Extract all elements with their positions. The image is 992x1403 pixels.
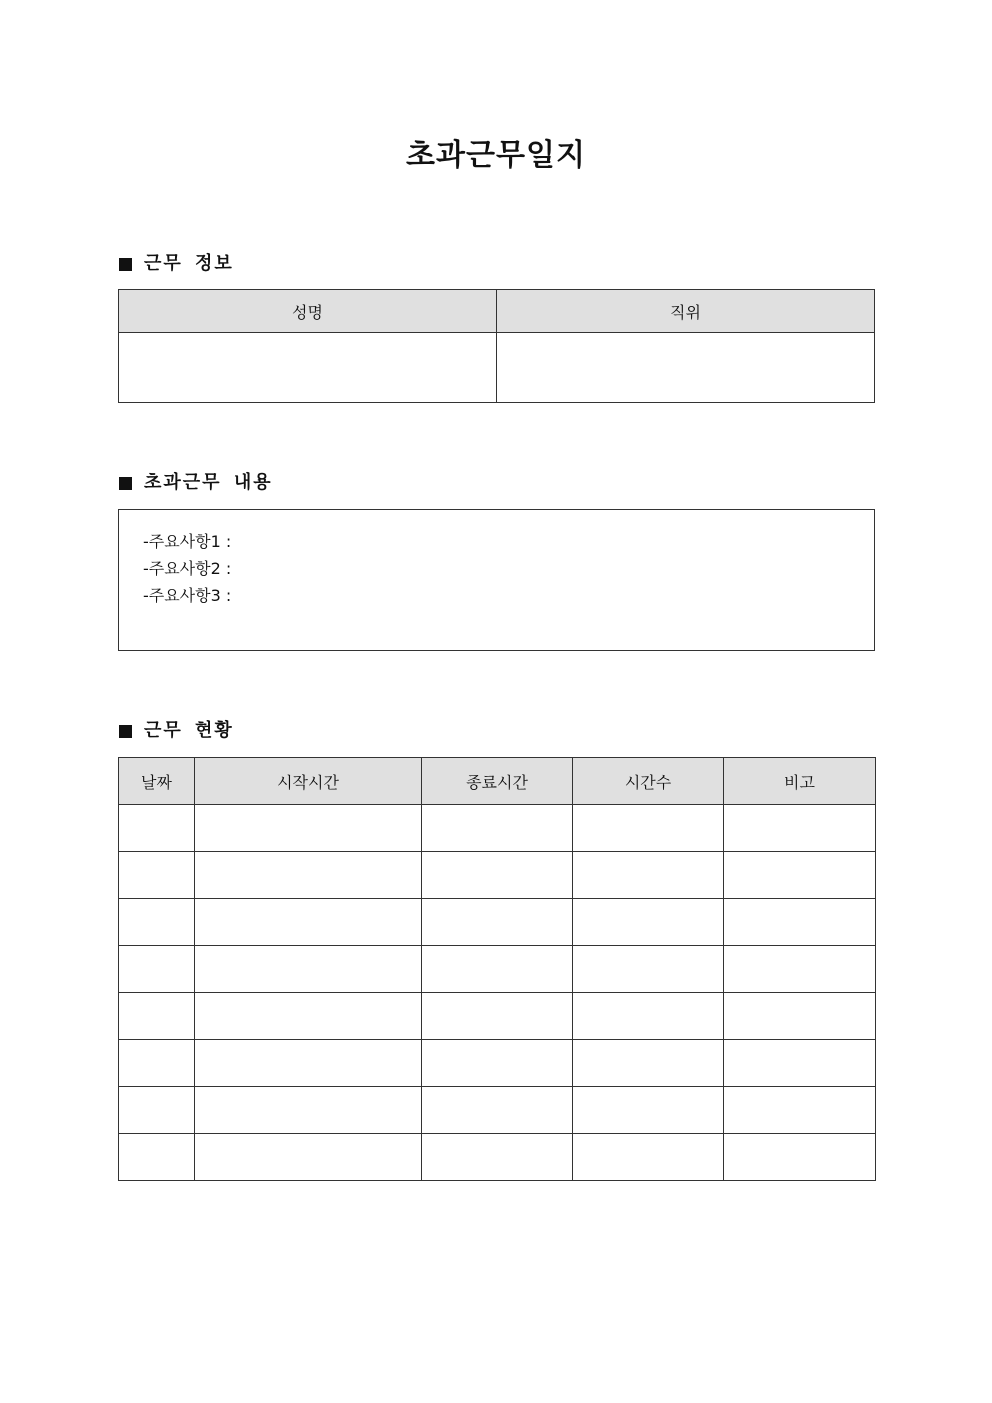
- key-items-list: [119, 510, 874, 609]
- section-heading-status: [119, 719, 234, 743]
- remarks-cell[interactable]: [724, 993, 876, 1040]
- section-heading-info: [119, 252, 234, 276]
- end-time-cell[interactable]: [422, 946, 573, 993]
- table-header-row: [119, 758, 876, 805]
- remarks-cell[interactable]: [724, 1040, 876, 1087]
- start-time-cell[interactable]: [195, 805, 422, 852]
- date-cell[interactable]: [119, 1134, 195, 1181]
- list-item: -주요사항2 :: [143, 559, 232, 578]
- table-row: [119, 805, 876, 852]
- remarks-cell[interactable]: [724, 946, 876, 993]
- remarks-cell[interactable]: [724, 805, 876, 852]
- status-table-body: [119, 805, 876, 1181]
- table-row: [119, 852, 876, 899]
- date-cell[interactable]: [119, 899, 195, 946]
- hours-cell[interactable]: [573, 899, 724, 946]
- start-time-cell[interactable]: [195, 899, 422, 946]
- start-time-cell[interactable]: [195, 1134, 422, 1181]
- column-header-hours: 시간수: [573, 758, 724, 805]
- end-time-cell[interactable]: [422, 1087, 573, 1134]
- table-row: [119, 1087, 876, 1134]
- start-time-cell[interactable]: [195, 1087, 422, 1134]
- square-bullet-icon: [119, 725, 132, 738]
- column-header-name: 성명: [119, 290, 497, 333]
- section-heading-text: 근무 정보: [144, 253, 234, 274]
- overtime-content-box[interactable]: [118, 509, 875, 651]
- table-row: [119, 333, 875, 403]
- date-cell[interactable]: [119, 1040, 195, 1087]
- hours-cell[interactable]: [573, 1087, 724, 1134]
- hours-cell[interactable]: [573, 1040, 724, 1087]
- table-row: [119, 1134, 876, 1181]
- document-title: 초과근무일지: [406, 138, 586, 173]
- section-heading-text: 근무 현황: [144, 720, 234, 741]
- end-time-cell[interactable]: [422, 805, 573, 852]
- hours-cell[interactable]: [573, 946, 724, 993]
- date-cell[interactable]: [119, 1087, 195, 1134]
- position-cell[interactable]: [497, 333, 875, 403]
- square-bullet-icon: [119, 477, 132, 490]
- work-info-table: [118, 289, 875, 403]
- column-header-end-time: 종료시간: [422, 758, 573, 805]
- date-cell[interactable]: [119, 993, 195, 1040]
- table-row: [119, 993, 876, 1040]
- column-header-date: 날짜: [119, 758, 195, 805]
- start-time-cell[interactable]: [195, 852, 422, 899]
- hours-cell[interactable]: [573, 993, 724, 1040]
- date-cell[interactable]: [119, 946, 195, 993]
- end-time-cell[interactable]: [422, 899, 573, 946]
- hours-cell[interactable]: [573, 852, 724, 899]
- work-status-table: [118, 757, 876, 1181]
- table-row: [119, 899, 876, 946]
- end-time-cell[interactable]: [422, 852, 573, 899]
- date-cell[interactable]: [119, 805, 195, 852]
- column-header-start-time: 시작시간: [195, 758, 422, 805]
- date-cell[interactable]: [119, 852, 195, 899]
- remarks-cell[interactable]: [724, 899, 876, 946]
- end-time-cell[interactable]: [422, 1134, 573, 1181]
- remarks-cell[interactable]: [724, 852, 876, 899]
- remarks-cell[interactable]: [724, 1087, 876, 1134]
- square-bullet-icon: [119, 258, 132, 271]
- column-header-position: 직위: [497, 290, 875, 333]
- start-time-cell[interactable]: [195, 946, 422, 993]
- list-item: -주요사항3 :: [143, 586, 232, 605]
- start-time-cell[interactable]: [195, 1040, 422, 1087]
- column-header-remarks: 비고: [724, 758, 876, 805]
- end-time-cell[interactable]: [422, 1040, 573, 1087]
- remarks-cell[interactable]: [724, 1134, 876, 1181]
- hours-cell[interactable]: [573, 805, 724, 852]
- start-time-cell[interactable]: [195, 993, 422, 1040]
- name-cell[interactable]: [119, 333, 497, 403]
- list-item: -주요사항1 :: [143, 532, 232, 551]
- section-heading-text: 초과근무 내용: [144, 472, 273, 493]
- end-time-cell[interactable]: [422, 993, 573, 1040]
- table-header-row: [119, 290, 875, 333]
- hours-cell[interactable]: [573, 1134, 724, 1181]
- section-heading-content: [119, 471, 273, 495]
- table-row: [119, 946, 876, 993]
- table-row: [119, 1040, 876, 1087]
